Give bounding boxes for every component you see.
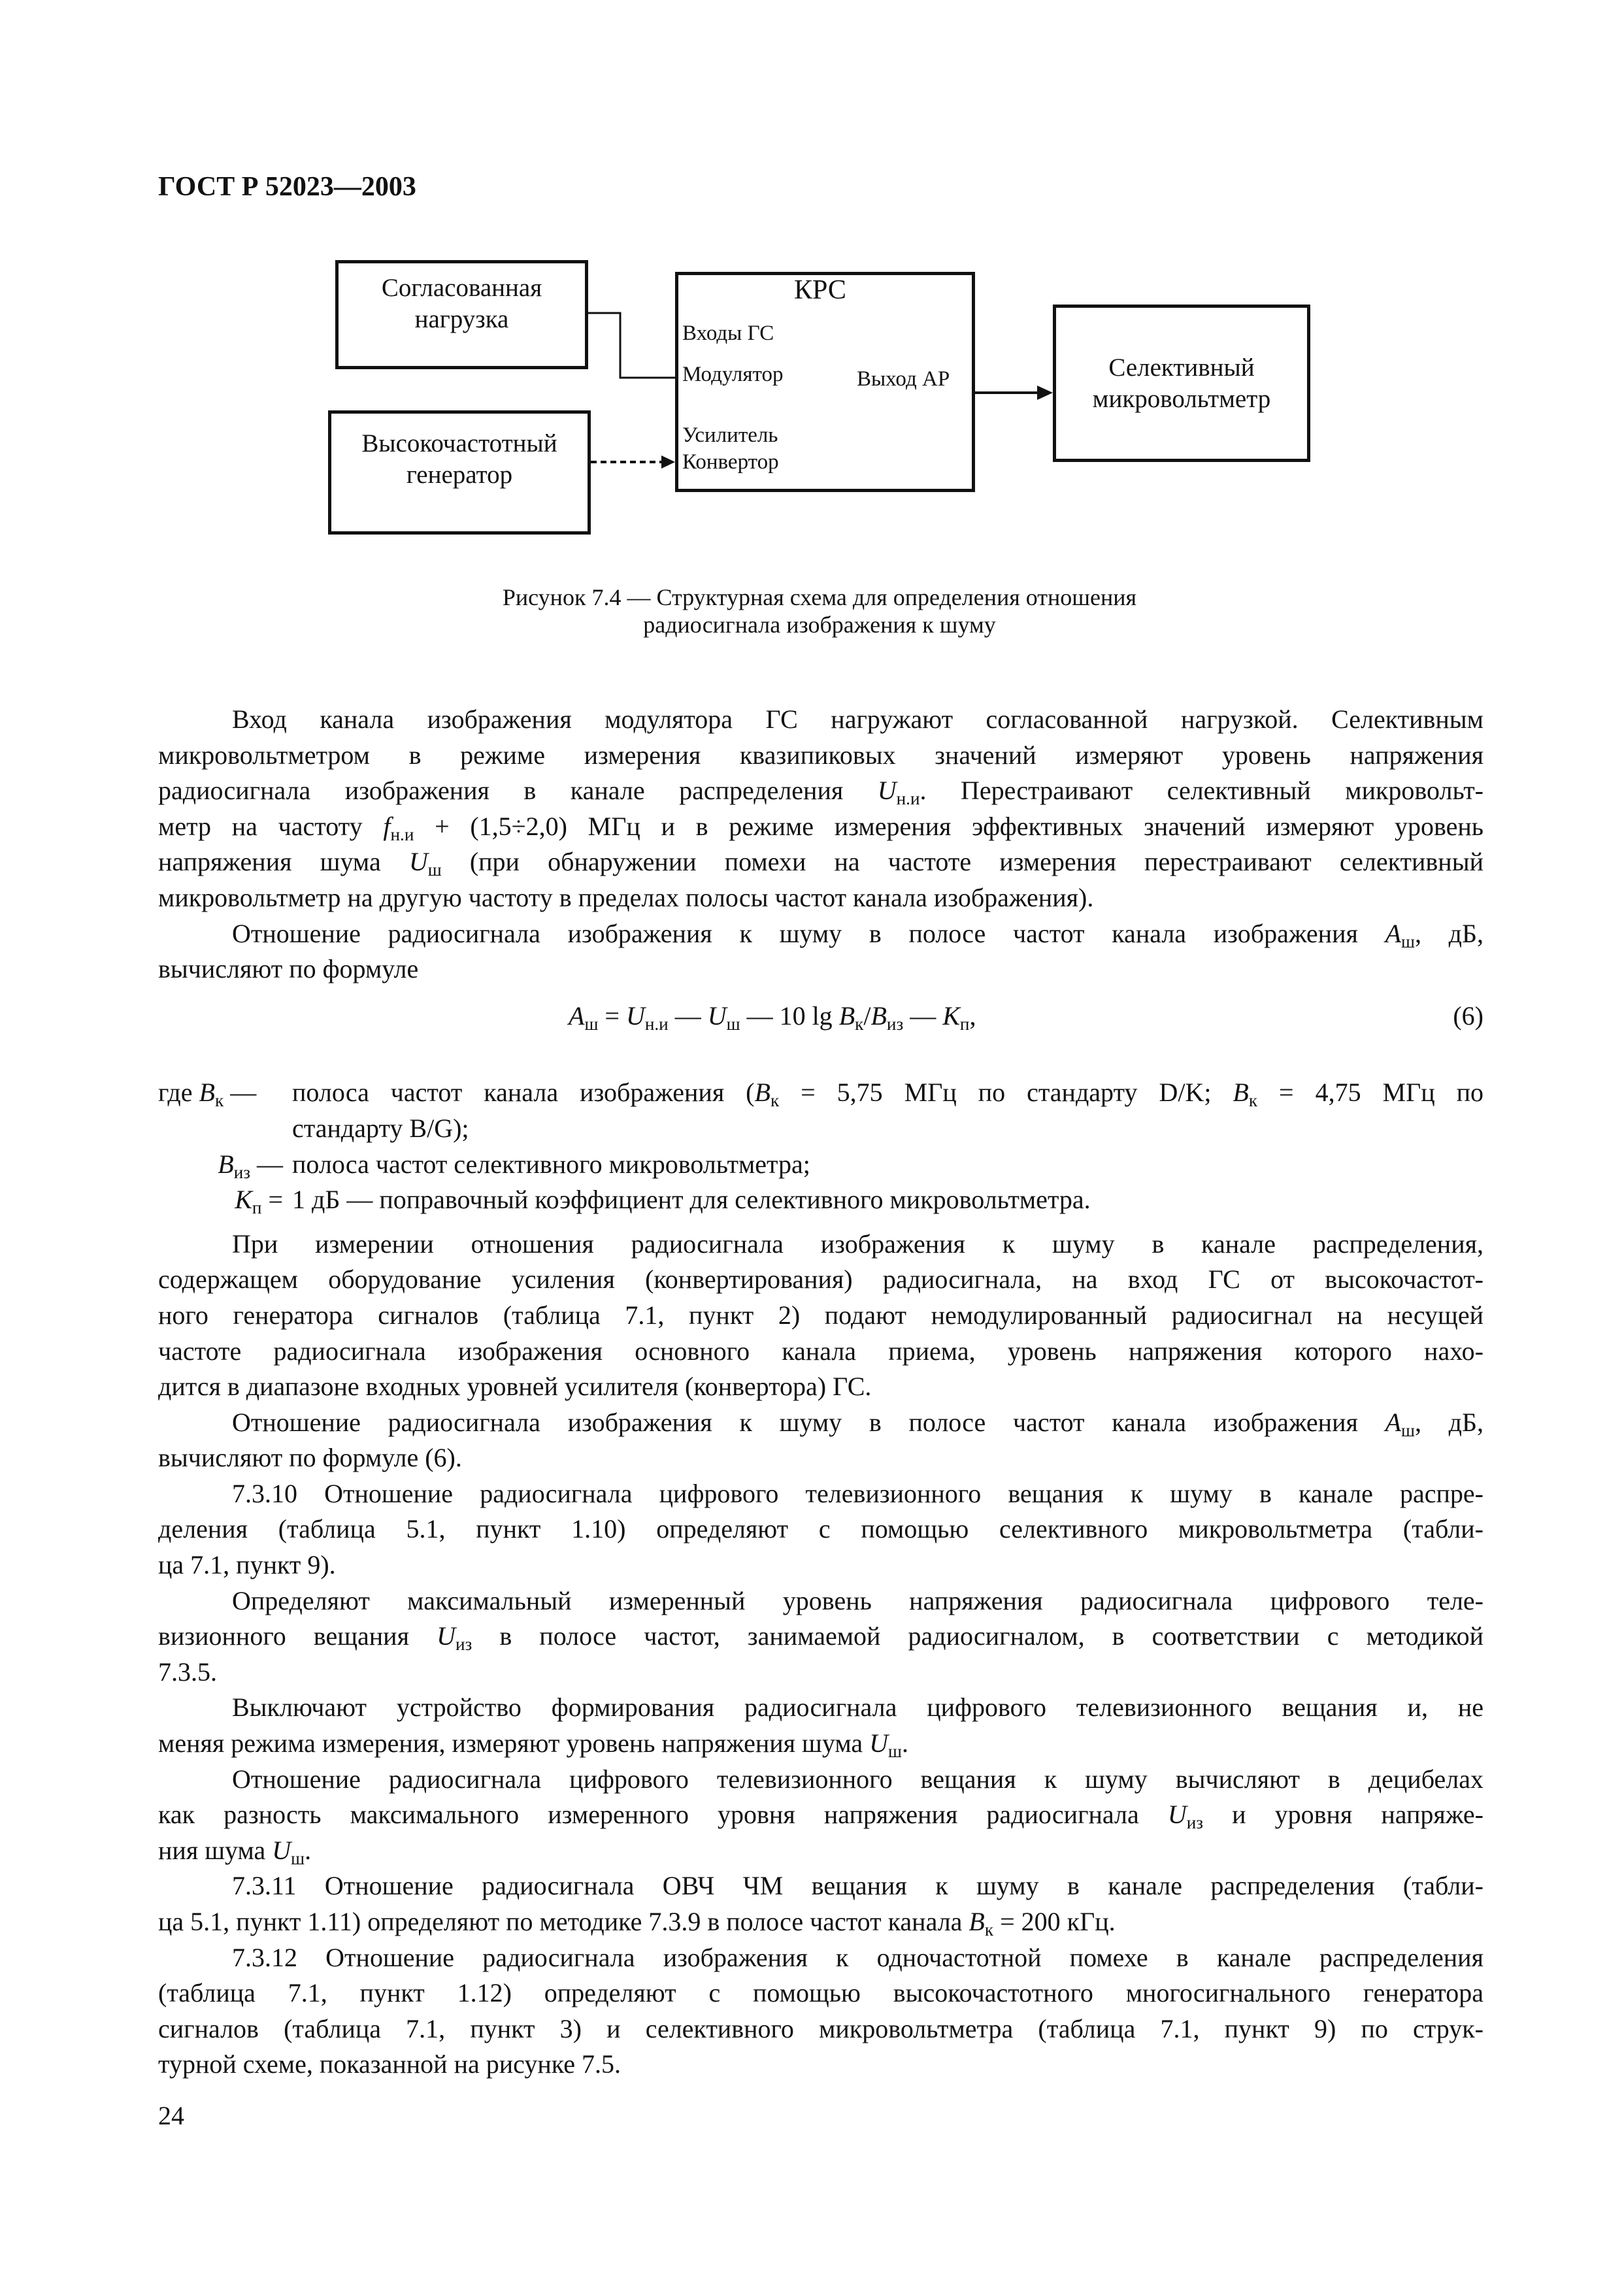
text-run: ца 5.1, пункт 1.11) определяют по методике 7.3.9 в полосе частот канала (158, 1907, 969, 1936)
math-subscript: н.и (896, 789, 920, 809)
math-subscript: к (770, 1091, 780, 1111)
text-line (158, 1619, 1483, 1655)
text-line (158, 1334, 1483, 1370)
math-variable: $B_к$ (754, 1078, 780, 1111)
text-run: меняя режима измерения, измеряют уровень напряжения шума (158, 1728, 870, 1758)
math-subscript: к (984, 1920, 994, 1940)
paragraph (158, 916, 1483, 987)
math-subscript: п (959, 1014, 970, 1034)
box-label: Селективный (1108, 353, 1255, 382)
math-subscript: к (855, 1014, 864, 1034)
text-run: где (158, 1078, 199, 1108)
definition-term (158, 1075, 292, 1111)
text-run: = 4,75 МГц по (1257, 1078, 1484, 1108)
math-variable: $U_ш$ (272, 1835, 305, 1868)
text-run: (таблица 7.1, пункт 1.12) определяют с помощью высокочастотного многосигнального генератора (158, 1978, 1483, 2008)
caption-line: Рисунок 7.4 — Структурная схема для определения отношения (502, 584, 1137, 610)
text-run: в полосе частот, занимаемой радиосигналом, в соответствии с методикой (472, 1621, 1484, 1651)
connector-lines (0, 0, 1624, 588)
box-label: генератор (406, 461, 513, 489)
text-line (292, 1147, 1483, 1183)
krs-input-label: Усилитель (682, 423, 778, 447)
document-header: ГОСТ Р 52023—2003 (158, 172, 416, 202)
text-run: + (1,5÷2,0) МГц и в режиме измерения эффективных значений измеряют уровень (414, 811, 1483, 841)
text-run: микровольтметр на другую частоту в пределах полосы частот канала изображения). (158, 882, 1094, 912)
math-variable: $f_{н.и}$ (383, 811, 414, 844)
page-number: 24 (158, 2101, 184, 2130)
text-run: ца 7.1, пункт 9). (158, 1550, 336, 1580)
math-variable: $U_{н.и}$ (877, 776, 920, 809)
text-line (158, 844, 1483, 880)
paragraph (158, 1476, 1483, 1583)
math-variable: $B_к$ (199, 1078, 224, 1111)
paragraphs-after-definitions (158, 1227, 1483, 2083)
math-subscript: к (214, 1091, 224, 1111)
text-run: вычисляют по формуле (6). (158, 1443, 462, 1473)
text-run: ния шума (158, 1835, 273, 1865)
math-variable: $U_ш$ (707, 1000, 740, 1034)
text-run: напряжения шума (158, 847, 409, 877)
text-run: , дБ, (1414, 1407, 1484, 1437)
definitions-list (158, 1075, 1483, 1217)
math-subscript: из (886, 1014, 904, 1034)
text-run: — (250, 1149, 283, 1179)
math-variable: $B_к$ (838, 1000, 864, 1034)
definition-body (292, 1147, 1483, 1183)
text-run: дится в диапазоне входных уровней усилителя (конвертора) ГС. (158, 1372, 872, 1402)
text-run: метр на частоту (158, 811, 384, 841)
text-line (158, 1904, 1483, 1940)
text-run: — (224, 1078, 257, 1108)
text-run: . (901, 1728, 908, 1758)
box-label: Высокочастотный (361, 429, 557, 457)
text-line (158, 1940, 1483, 1976)
text-run: как разность максимального измеренного уровня напряжения радиосигнала (158, 1800, 1168, 1830)
math-subscript: ш (726, 1014, 740, 1034)
math-variable: $U_ш$ (869, 1728, 902, 1762)
text-run: . Перестраивают селективный микровольт- (920, 776, 1483, 806)
text-run: = (598, 1000, 626, 1031)
math-variable: $B_{из}$ (218, 1149, 250, 1182)
math-variable: $B_к$ (969, 1907, 994, 1940)
krs-input-label: Модулятор (682, 363, 784, 386)
text-line (158, 1298, 1483, 1334)
paragraph (158, 1762, 1483, 1869)
text-run: визионного вещания (158, 1621, 437, 1651)
load-connector (588, 313, 675, 378)
text-run: — (903, 1000, 943, 1031)
text-run: / (863, 1000, 871, 1031)
text-line (158, 702, 1483, 738)
paragraph (158, 1583, 1483, 1691)
text-run: радиосигнала изображения в канале распределения (158, 776, 878, 806)
text-run: , дБ, (1414, 918, 1484, 948)
text-line (158, 1655, 1483, 1691)
math-variable: $U_{н.и}$ (625, 1000, 669, 1034)
text-line (158, 1262, 1483, 1298)
formula-number: (6) (1453, 1000, 1483, 1031)
math-subscript: ш (291, 1848, 305, 1868)
math-variable: $U_ш$ (408, 847, 442, 880)
text-run: ного генератора сигналов (таблица 7.1, пункт 2) подают немодулированный радиосигнал на несущей (158, 1300, 1483, 1330)
text-line (158, 1369, 1483, 1405)
text-line (158, 1726, 1483, 1762)
text-line (158, 1227, 1483, 1263)
text-run: Выключают устройство формирования радиосигнала цифрового телевизионного вещания и, не (232, 1692, 1483, 1723)
text-line (158, 1511, 1483, 1547)
math-subscript: н.и (644, 1014, 669, 1034)
text-run: и уровня напряже- (1203, 1800, 1484, 1830)
text-run: Отношение радиосигнала цифрового телевизионного вещания к шуму вычисляют в децибелах (232, 1764, 1483, 1794)
text-line (158, 2047, 1483, 2083)
text-line (158, 1547, 1483, 1583)
text-run: полоса частот селективного микровольтметра; (292, 1149, 810, 1179)
math-variable: $A_ш$ (1385, 918, 1415, 951)
math-variable: $K_п$ (235, 1185, 262, 1218)
text-line (158, 951, 1483, 987)
text-run: частоте радиосигнала изображения основного канала приема, уровень напряжения которого нахо- (158, 1336, 1483, 1366)
text-line (158, 1583, 1483, 1619)
text-run: , (969, 1000, 976, 1031)
text-run: 1 дБ — поправочный коэффициент для селективного микровольтметра. (292, 1185, 1091, 1215)
paragraph (158, 1690, 1483, 1761)
text-line (292, 1111, 1483, 1147)
arrowhead-icon (1037, 386, 1053, 400)
paragraph (158, 702, 1483, 916)
math-subscript: ш (584, 1014, 599, 1034)
text-run: 7.3.12 Отношение радиосигнала изображения к одночастотной помехе в канале распределения (232, 1942, 1483, 1972)
text-run: вычисляют по формуле (158, 954, 419, 984)
paragraph (158, 1405, 1483, 1476)
math-subscript: из (1186, 1813, 1204, 1833)
box-label: нагрузка (414, 305, 509, 333)
definition-body (292, 1075, 1483, 1146)
text-run: Вход канала изображения модулятора ГС нагружают согласованной нагрузкой. Селективным (232, 704, 1483, 734)
math-subscript: ш (1401, 931, 1415, 951)
text-line (158, 2011, 1483, 2047)
text-line (158, 1868, 1483, 1904)
text-run: турной схеме, показанной на рисунке 7.5. (158, 2049, 621, 2079)
arrowhead-icon (661, 455, 675, 469)
krs-input-label: Конвертор (682, 450, 779, 474)
krs-output-label: Выход АР (857, 367, 950, 391)
math-variable: $U_{из}$ (1167, 1800, 1204, 1833)
krs-input-label: Входы ГС (682, 322, 774, 345)
text-run: микровольтметром в режиме измерения квазипиковых значений измеряют уровень напряжения (158, 740, 1483, 770)
text-line (158, 1975, 1483, 2011)
text-line (158, 1690, 1483, 1726)
text-line (158, 1762, 1483, 1798)
definition-body (292, 1182, 1483, 1218)
paragraph (158, 1227, 1483, 1405)
paragraphs-before-formula (158, 702, 1483, 987)
text-run: стандарту B/G); (292, 1113, 469, 1143)
math-subscript: п (252, 1198, 262, 1218)
figure-caption (0, 584, 1624, 638)
text-run: содержащем оборудование усиления (конвертирования) радиосигнала, на вход ГС от высокочастот- (158, 1264, 1483, 1295)
paragraph (158, 1868, 1483, 1940)
math-subscript: ш (888, 1742, 902, 1762)
definition-term (158, 1147, 292, 1183)
math-subscript: н.и (390, 824, 414, 844)
math-subscript: ш (427, 860, 442, 880)
text-line (158, 880, 1483, 916)
box-label: Согласованная (381, 274, 542, 302)
text-run: = (261, 1185, 283, 1215)
text-line (158, 809, 1483, 845)
text-line (292, 1075, 1483, 1111)
text-line (158, 1476, 1483, 1512)
math-variable: $K_п$ (942, 1000, 970, 1034)
formula-6 (158, 999, 1483, 1034)
text-run: деления (таблица 5.1, пункт 1.10) определяют с помощью селективного микровольтметра (табли- (158, 1514, 1483, 1544)
math-subscript: из (233, 1162, 250, 1182)
text-run: 7.3.10 Отношение радиосигнала цифрового телевизионного вещания к шуму в канале распре- (232, 1478, 1483, 1508)
text-run: — (668, 1000, 708, 1031)
text-line (158, 1797, 1483, 1833)
math-variable: $A_ш$ (569, 1000, 599, 1034)
formula-expression (569, 999, 976, 1034)
text-run: — 10 lg (740, 1000, 839, 1031)
math-subscript: к (1248, 1091, 1258, 1111)
text-line (158, 1440, 1483, 1476)
caption-line: радиосигнала изображения к шуму (643, 612, 996, 638)
text-run: Отношение радиосигнала изображения к шуму в полосе частот канала изображения (232, 1407, 1385, 1437)
text-run: Отношение радиосигнала изображения к шуму в полосе частот канала изображения (232, 918, 1385, 948)
krs-title: КРС (794, 275, 846, 305)
text-line (158, 916, 1483, 952)
math-variable: $B_{из}$ (870, 1000, 904, 1034)
text-run: сигналов (таблица 7.1, пункт 3) и селективного микровольтметра (таблица 7.1, пункт 9) по струк- (158, 2013, 1483, 2043)
text-run: 7.3.5. (158, 1657, 217, 1687)
text-run: (при обнаружении помехи на частоте измерения перестраивают селективный (441, 847, 1483, 877)
math-variable: $U_{из}$ (437, 1621, 472, 1655)
math-subscript: из (455, 1634, 472, 1655)
text-line (292, 1182, 1483, 1218)
text-run: полоса частот канала изображения ( (292, 1078, 755, 1108)
math-variable: $B_к$ (1233, 1078, 1258, 1111)
math-variable: $A_ш$ (1385, 1407, 1415, 1440)
text-run: = 200 кГц. (993, 1907, 1116, 1936)
math-subscript: ш (1401, 1420, 1415, 1440)
text-line (158, 738, 1483, 774)
paragraph (158, 1940, 1483, 2083)
text-run: 7.3.11 Отношение радиосигнала ОВЧ ЧМ вещания к шуму в канале распределения (табли- (232, 1871, 1483, 1901)
definition-term (158, 1182, 292, 1218)
text-line (158, 773, 1483, 809)
text-line (158, 1833, 1483, 1869)
text-run: При измерении отношения радиосигнала изображения к шуму в канале распределения, (232, 1229, 1483, 1259)
text-run: = 5,75 МГц по стандарту D/K; (779, 1078, 1233, 1108)
text-run: Определяют максимальный измеренный уровень напряжения радиосигнала цифрового теле- (232, 1585, 1483, 1615)
text-line (158, 1405, 1483, 1441)
body-text (158, 702, 1483, 2083)
text-run: . (305, 1835, 312, 1865)
box-label: микровольтметр (1092, 384, 1271, 413)
